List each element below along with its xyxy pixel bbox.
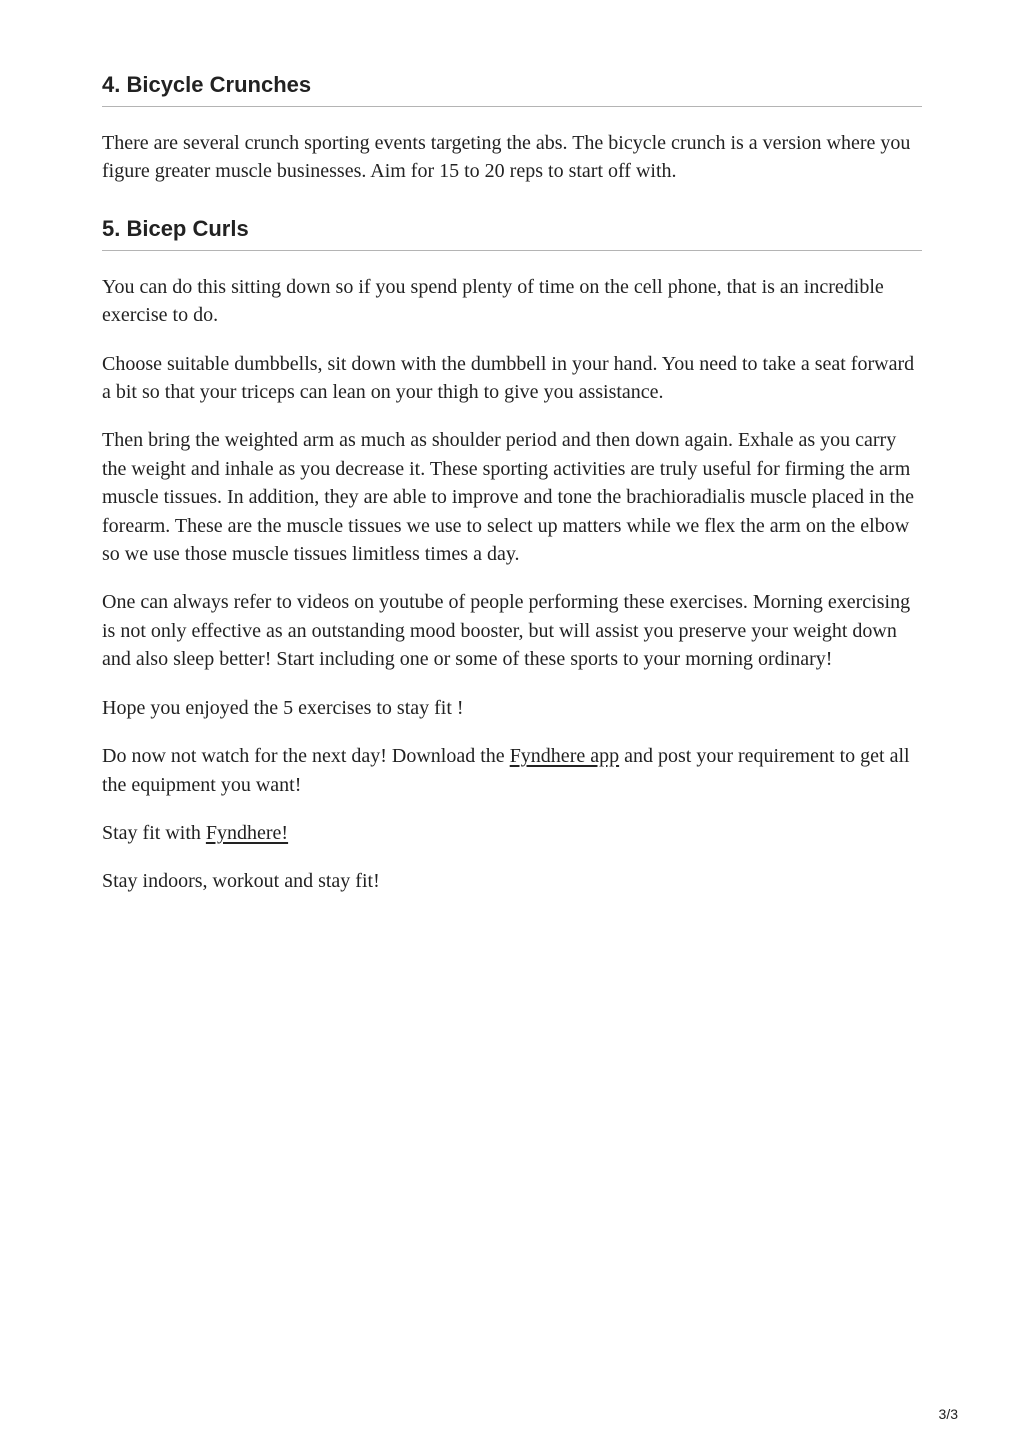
paragraph-bicycle-crunches: There are several crunch sporting events targeting the abs. The bicycle crunch is a version where you figure greater muscle businesses. Aim for 15 to 20 reps to start off with. — [102, 132, 911, 183]
paragraph-youtube-videos: One can always refer to videos on youtube of people performing these exercises. Morning exercising is not only effective as an outstanding mood booster, but will assist you preserve your weight down and also sleep better! Start including one or some of these sports to your morning ordinary! — [102, 591, 911, 671]
download-text-before: Do now not watch for the next day! Download the — [102, 745, 510, 768]
section-heading-bicycle-crunches: 4. Bicycle Crunches — [102, 70, 922, 107]
paragraph-closing: Stay indoors, workout and stay fit! — [102, 870, 380, 893]
fyndhere-app-link[interactable]: Fyndhere app — [509, 745, 620, 768]
paragraph-bicep-curls-intro: You can do this sitting down so if you spend plenty of time on the cell phone, that is an incredible exercise to do. — [102, 275, 884, 327]
paragraph-stay-fit — [102, 819, 922, 847]
download-text-after: and post your requirement to get all the equipment you want! — [102, 745, 910, 796]
page-number: 3/3 — [938, 1406, 958, 1422]
fyndhere-link[interactable]: Fyndhere! — [205, 821, 289, 844]
paragraph-bicep-curls-technique: Then bring the weighted arm as much as shoulder period and then down again. Exhale as you carry the weight and inhale as you decrease it. These sporting activities are truly useful for firming the arm muscle tissues. In addition, they are able to improve and tone the brachioradialis muscle placed in the forearm. These are the muscle tissues we use to select up matters while we flex the arm on the elbow so we use those muscle tissues limitless times a day. — [102, 429, 914, 566]
paragraph-bicep-curls-dumbbells: Choose suitable dumbbells, sit down with the dumbbell in your hand. You need to take a seat forward a bit so that your triceps can lean on your thigh to give you assistance. — [102, 352, 915, 404]
stay-fit-text-before: Stay fit with — [102, 821, 206, 844]
paragraph-download-app — [102, 742, 922, 799]
article-content — [102, 70, 922, 896]
section-heading-bicep-curls: 5. Bicep Curls — [102, 214, 922, 251]
paragraph-hope-enjoyed: Hope you enjoyed the 5 exercises to stay fit ! — [102, 696, 464, 719]
